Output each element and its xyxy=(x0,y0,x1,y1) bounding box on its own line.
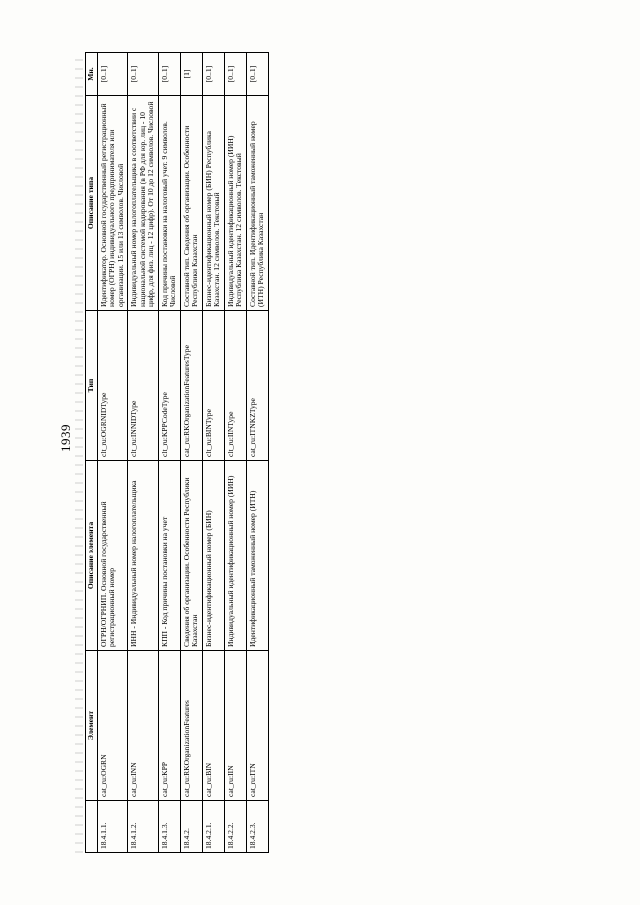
cell-description: Индивидуальный идентификационный номер (ИИН) xyxy=(224,460,246,650)
cell-type-description: Бизнес-идентификационный номер (БИН) Республика Казахстан. 12 символов. Текстовый xyxy=(202,95,224,310)
cell-number: 18.4.2.3. xyxy=(246,800,268,852)
table-row xyxy=(202,52,224,852)
column-header-description: Описание элемента xyxy=(86,460,98,650)
cell-number: 18.4.2. xyxy=(180,800,202,852)
cell-description: Идентификационный таможенный номер (ИТН) xyxy=(246,460,268,650)
cell-mn: [0..1] xyxy=(128,52,159,95)
cell-mn: [0..1] xyxy=(158,52,180,95)
cell-description: Бизнес-идентификационный номер (БИН) xyxy=(202,460,224,650)
column-header-element: Элемент xyxy=(86,650,98,800)
page-number: 1939 xyxy=(58,424,73,452)
table-row xyxy=(224,52,246,852)
cell-element: cat_ru:OGRN xyxy=(97,650,128,800)
table-row xyxy=(128,52,159,852)
cell-type: cat_ru:RKOrganizationFeaturesType xyxy=(180,310,202,460)
cell-element: cat_ru:INN xyxy=(128,650,159,800)
column-header-mn: Мн. xyxy=(86,52,98,95)
cell-number: 18.4.1.1. xyxy=(97,800,128,852)
table-row xyxy=(158,52,180,852)
table-row xyxy=(246,52,268,852)
rotated-table-container xyxy=(85,53,555,853)
specification-table xyxy=(85,52,269,853)
table-row xyxy=(97,52,128,852)
cell-type: clt_ru:OGRNIDType xyxy=(97,310,128,460)
cell-number: 18.4.1.3. xyxy=(158,800,180,852)
cell-type-description: Идентификатор. Основной государственный регистрационный номер (ОГРН) индивидуального предпринимателя или организации. 15 или 13 символов. Числовой xyxy=(97,95,128,310)
cell-number: 18.4.2.2. xyxy=(224,800,246,852)
cell-description: ИНН - Индивидуальный номер налогоплательщика xyxy=(128,460,159,650)
cell-element: cat_ru:IIN xyxy=(224,650,246,800)
cell-number: 18.4.1.2. xyxy=(128,800,159,852)
cell-mn: [0..1] xyxy=(202,52,224,95)
cell-mn: [0..1] xyxy=(224,52,246,95)
cell-type: clt_ru:IINType xyxy=(224,310,246,460)
column-header-type: Тип xyxy=(86,310,98,460)
cell-type: cat_ru:ITNKZType xyxy=(246,310,268,460)
cell-type-description: Индивидуальный идентификационный номер (ИИН) Республика Казахстан. 12 символов. Текстовый xyxy=(224,95,246,310)
cell-type: clt_ru:BINType xyxy=(202,310,224,460)
cell-mn: [0..1] xyxy=(97,52,128,95)
cell-mn: [1] xyxy=(180,52,202,95)
cell-type-description: Составной тип. Идентификационный таможенный номер (ИТН) Республика Казахстан xyxy=(246,95,268,310)
cell-type-description: Индивидуальный номер налогоплательщика в соответствии с национальной системой кодирования (в РФ для юр. лиц - 10 цифр, для физ. лиц - 12 цифр). От 10 до 12 символов. Числовой xyxy=(128,95,159,310)
cell-element: cat_ru:RKOrganizationFeatures xyxy=(180,650,202,800)
cell-number: 18.4.2.1. xyxy=(202,800,224,852)
cell-type: clt_ru:KPPCodeType xyxy=(158,310,180,460)
column-header-type-description: Описание типа xyxy=(86,95,98,310)
column-header-number xyxy=(86,800,98,852)
cell-type: clt_ru:INNIDType xyxy=(128,310,159,460)
cell-type-description: Код причины постановки на налоговый учет. 9 символов. Числовой xyxy=(158,95,180,310)
scan-noise xyxy=(75,53,83,853)
cell-element: cat_ru:BIN xyxy=(202,650,224,800)
table-row xyxy=(180,52,202,852)
cell-element: cat_ru:KPP xyxy=(158,650,180,800)
cell-element: cat_ru:ITN xyxy=(246,650,268,800)
cell-description: Сведения об организации. Особенности Республики Казахстан xyxy=(180,460,202,650)
cell-type-description: Составной тип. Сведения об организации. Особенности Республики Казахстан xyxy=(180,95,202,310)
cell-mn: [0..1] xyxy=(246,52,268,95)
table-header-row xyxy=(86,52,98,852)
cell-description: ОГРН/ОГРНИП. Основной государственный регистрационный номер xyxy=(97,460,128,650)
cell-description: КПП - Код причины постановки на учет xyxy=(158,460,180,650)
